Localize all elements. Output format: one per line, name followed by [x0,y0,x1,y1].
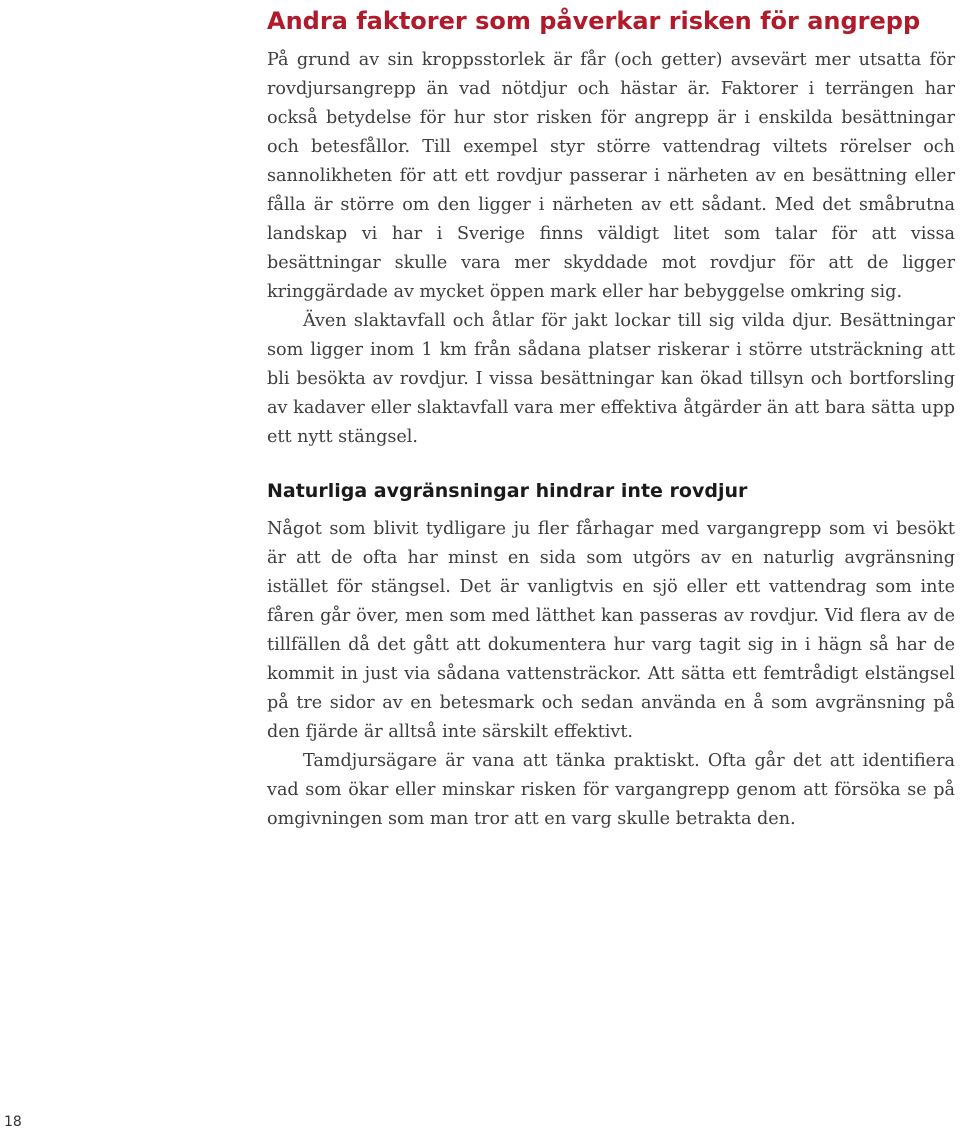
page-number: 18 [4,1114,22,1130]
paragraph: Tamdjursägare är vana att tänka praktiskt. Ofta går det att identifiera vad som ökar eller minskar risken för vargangrepp genom att försöka se på omgivningen som man tror att en varg skulle betrakta den. [267,751,955,829]
text-column [267,6,955,834]
section-heading: Naturliga avgränsningar hindrar inte rovdjur [267,480,748,502]
paragraph: Något som blivit tydligare ju fler fårhagar med vargangrepp som vi besökt är att de ofta har minst en sida som utgörs av en naturlig avgränsning istället för stängsel. Det är vanligtvis en sjö eller ett vattendrag som inte fåren går över, men som med lätthet kan passeras av rovdjur. Vid flera av de tillfällen då det gått att dokumentera hur varg tagit sig in i hägn så har de kommit in just via sådana vattensträckor. Att sätta ett femtrådigt elstängsel på tre sidor av en betesmark och sedan använda en å som avgränsning på den fjärde är alltså inte särskilt effektivt. [267,519,955,742]
paragraph: Även slaktavfall och åtlar för jakt lockar till sig vilda djur. Besättningar som ligger inom 1 km från sådana platser riskerar i större utsträckning att bli besökta av rovdjur. I vissa besättningar kan ökad tillsyn och bortforsling av kadaver eller slaktavfall vara mer effektiva åtgärder än att bara sätta upp ett nytt stängsel. [267,311,955,447]
section-natural-boundaries [267,478,955,834]
section-other-risk-factors [267,6,955,452]
paragraph: På grund av sin kroppsstorlek är får (och getter) avsevärt mer utsatta för rovdjursangrepp än vad nötdjur och hästar är. Faktorer i terrängen har också betydelse för hur stor risken för angrepp är i enskilda besättningar och betesfållor. Till exempel styr större vattendrag viltets rörelser och sannolikheten för att ett rovdjur passerar i närheten av en besättning eller fålla är större om den ligger i närheten av ett sådant. Med det småbrutna landskap vi har i Sverige finns väldigt litet som talar för att vissa besättningar skulle vara mer skyddade mot rovdjur för att de ligger kringgärdade av mycket öppen mark eller har bebyggelse omkring sig. [267,50,955,302]
section-title: Andra faktorer som påverkar risken för angrepp [267,7,921,35]
